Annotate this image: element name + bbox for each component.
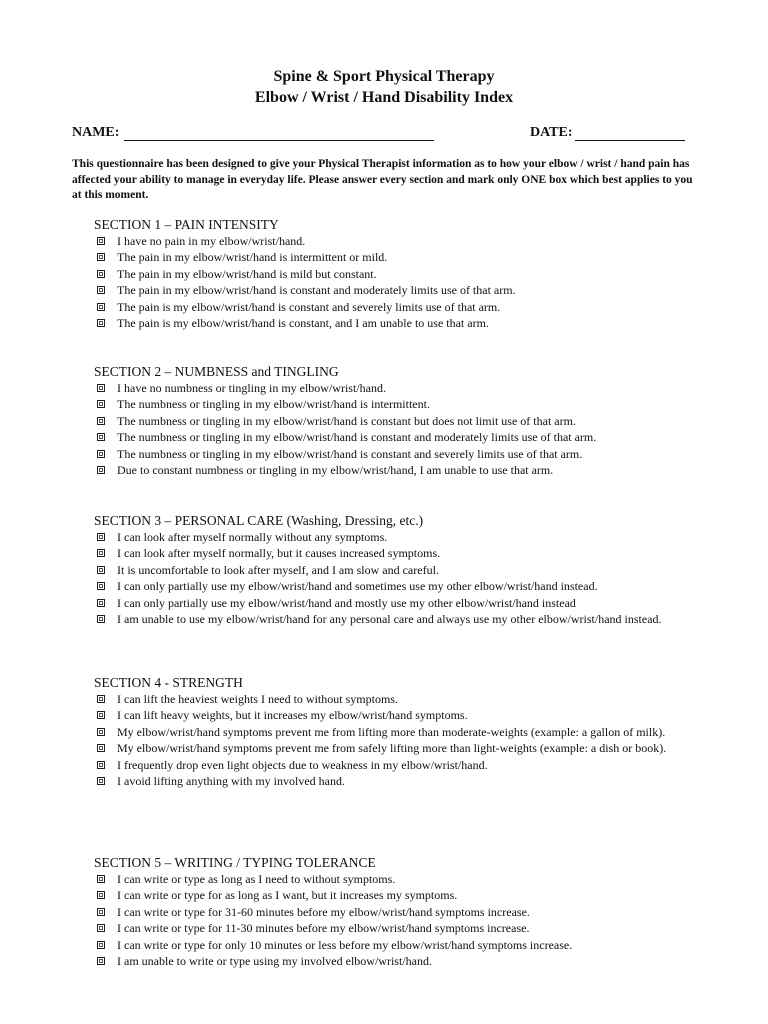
document-header (0, 66, 768, 108)
option-item (94, 545, 714, 561)
section-numbness-tingling (94, 363, 714, 478)
option-label: It is uncomfortable to look after myself, and I am slow and careful. (117, 562, 439, 577)
option-label: My elbow/wrist/hand symptoms prevent me from safely lifting more than light-weights (example: a dish or book). (117, 741, 667, 756)
clinic-title: Spine & Sport Physical Therapy (273, 68, 495, 85)
option-label: The numbness or tingling in my elbow/wrist/hand is constant and moderately limits use of that arm. (117, 430, 597, 445)
checkbox[interactable] (97, 466, 105, 474)
option-item (94, 299, 714, 315)
option-item (94, 282, 714, 298)
option-item (94, 887, 714, 903)
checkbox[interactable] (97, 599, 105, 607)
checkbox[interactable] (97, 924, 105, 932)
option-label: I have no numbness or tingling in my elbow/wrist/hand. (117, 381, 386, 395)
section-title: SECTION 5 – WRITING / TYPING TOLERANCE (94, 855, 376, 870)
option-item (94, 757, 714, 773)
option-list (94, 529, 714, 627)
checkbox[interactable] (97, 875, 105, 883)
option-list (94, 380, 714, 478)
option-label: I can only partially use my elbow/wrist/hand and mostly use my other elbow/wrist/hand instead (117, 595, 576, 610)
option-item (94, 429, 714, 445)
option-label: I avoid lifting anything with my involved hand. (117, 774, 345, 789)
option-label: The pain in my elbow/wrist/hand is intermittent or mild. (117, 250, 388, 265)
option-item (94, 413, 714, 429)
option-list (94, 233, 714, 331)
date-field[interactable] (575, 140, 685, 141)
section-title: SECTION 1 – PAIN INTENSITY (94, 217, 279, 232)
option-item (94, 233, 714, 249)
option-label: I can only partially use my elbow/wrist/hand and sometimes use my other elbow/wrist/hand instead. (117, 579, 598, 594)
option-list (94, 691, 714, 789)
checkbox[interactable] (97, 728, 105, 736)
option-label: I can write or type for 11-30 minutes before my elbow/wrist/hand symptoms increase. (117, 921, 530, 936)
date-label: DATE: (530, 125, 573, 140)
option-label: The pain in my elbow/wrist/hand is constant and moderately limits use of that arm. (117, 283, 516, 298)
checkbox[interactable] (97, 744, 105, 752)
option-label: I can lift heavy weights, but it increases my elbow/wrist/hand symptoms. (117, 708, 468, 723)
option-label: I can look after myself normally, but it causes increased symptoms. (117, 546, 441, 561)
option-label: The numbness or tingling in my elbow/wrist/hand is constant but does not limit use of that arm. (117, 413, 576, 428)
checkbox[interactable] (97, 253, 105, 261)
checkbox[interactable] (97, 270, 105, 278)
option-label: I can write or type as long as I need to without symptoms. (117, 872, 396, 886)
option-item (94, 266, 714, 282)
option-label: I frequently drop even light objects due to weakness in my elbow/wrist/hand. (117, 757, 488, 772)
checkbox[interactable] (97, 777, 105, 785)
option-label: I am unable to write or type using my involved elbow/wrist/hand. (117, 954, 432, 969)
checkbox[interactable] (97, 303, 105, 311)
checkbox[interactable] (97, 941, 105, 949)
option-item (94, 707, 714, 723)
section-writing-typing (94, 854, 714, 969)
option-label: I can write or type for as long as I want, but it increases my symptoms. (117, 888, 458, 903)
section-strength (94, 674, 714, 789)
option-item (94, 953, 714, 969)
checkbox[interactable] (97, 433, 105, 441)
option-label: I have no pain in my elbow/wrist/hand. (117, 234, 306, 248)
name-field[interactable] (124, 140, 434, 141)
section-title: SECTION 2 – NUMBNESS and TINGLING (94, 364, 339, 379)
option-item (94, 920, 714, 936)
form-title: Elbow / Wrist / Hand Disability Index (254, 89, 514, 106)
checkbox[interactable] (97, 711, 105, 719)
section-title: SECTION 4 - STRENGTH (94, 675, 243, 690)
option-item (94, 740, 714, 756)
section-title: SECTION 3 – PERSONAL CARE (Washing, Dressing, etc.) (94, 513, 424, 528)
checkbox[interactable] (97, 237, 105, 245)
option-item (94, 578, 714, 594)
option-list (94, 871, 714, 969)
checkbox[interactable] (97, 319, 105, 327)
option-item (94, 871, 714, 887)
option-label: The numbness or tingling in my elbow/wrist/hand is constant and severely limits use of that arm. (117, 446, 583, 461)
checkbox[interactable] (97, 582, 105, 590)
option-item (94, 611, 714, 627)
section-pain-intensity (94, 216, 714, 331)
checkbox[interactable] (97, 384, 105, 392)
option-item (94, 529, 714, 545)
option-item (94, 773, 714, 789)
option-item (94, 249, 714, 265)
option-item (94, 396, 714, 412)
option-item (94, 937, 714, 953)
option-item (94, 562, 714, 578)
checkbox[interactable] (97, 761, 105, 769)
checkbox[interactable] (97, 957, 105, 965)
name-label: NAME: (72, 125, 120, 140)
checkbox[interactable] (97, 450, 105, 458)
option-item (94, 691, 714, 707)
option-item (94, 904, 714, 920)
checkbox[interactable] (97, 908, 105, 916)
checkbox[interactable] (97, 549, 105, 557)
checkbox[interactable] (97, 400, 105, 408)
option-item (94, 595, 714, 611)
option-item (94, 724, 714, 740)
patient-fields (72, 125, 696, 145)
option-label: I can lift the heaviest weights I need to without symptoms. (117, 692, 398, 706)
checkbox[interactable] (97, 891, 105, 899)
instructions-text: This questionnaire has been designed to give your Physical Therapist information as to how your elbow / wrist / hand pain has affected your ability to manage in everyday life. Please answer every section and mark only ONE box which best applies to you at this moment. (72, 158, 693, 201)
checkbox[interactable] (97, 566, 105, 574)
option-label: The pain in my elbow/wrist/hand is mild but constant. (117, 266, 377, 281)
option-label: The numbness or tingling in my elbow/wrist/hand is intermittent. (117, 397, 430, 412)
option-item (94, 446, 714, 462)
option-label: I am unable to use my elbow/wrist/hand for any personal care and always use my other elbow/wrist/hand instead. (117, 612, 662, 627)
option-label: Due to constant numbness or tingling in my elbow/wrist/hand, I am unable to use that arm. (117, 463, 554, 478)
checkbox[interactable] (97, 615, 105, 623)
option-label: My elbow/wrist/hand symptoms prevent me from lifting more than moderate-weights (example: a gallon of milk). (117, 724, 666, 739)
checkbox[interactable] (97, 286, 105, 294)
option-label: The pain is my elbow/wrist/hand is constant, and I am unable to use that arm. (117, 316, 489, 331)
checkbox[interactable] (97, 695, 105, 703)
checkbox[interactable] (97, 417, 105, 425)
section-personal-care (94, 512, 714, 627)
option-item (94, 315, 714, 331)
option-label: I can write or type for 31-60 minutes before my elbow/wrist/hand symptoms increase. (117, 904, 530, 919)
option-label: I can look after myself normally without any symptoms. (117, 530, 388, 544)
option-item (94, 462, 714, 478)
option-label: The pain is my elbow/wrist/hand is constant and severely limits use of that arm. (117, 299, 501, 314)
option-label: I can write or type for only 10 minutes or less before my elbow/wrist/hand symptoms increase. (117, 937, 573, 952)
option-item (94, 380, 714, 396)
checkbox[interactable] (97, 533, 105, 541)
